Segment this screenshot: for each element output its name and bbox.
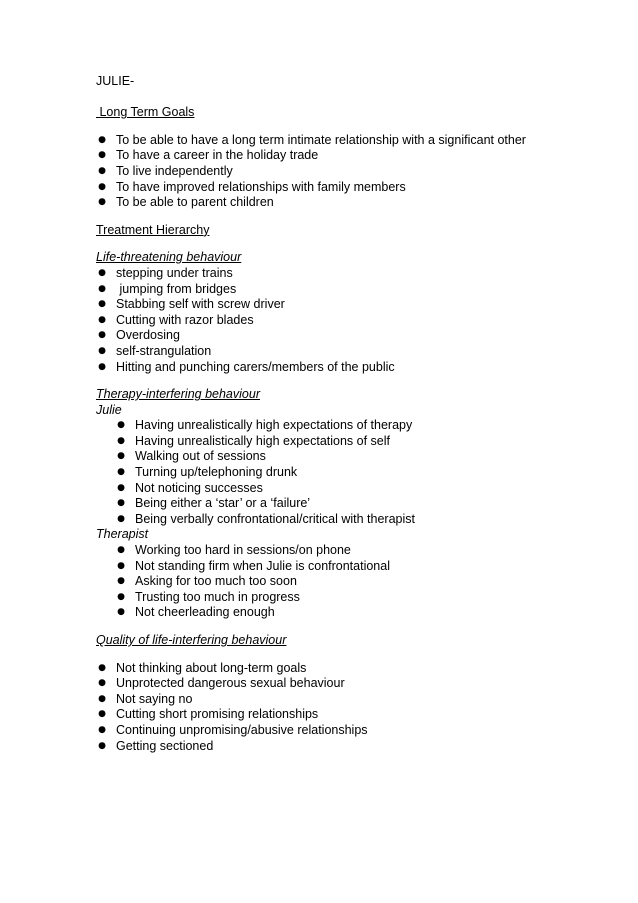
life-threatening-heading: Life-threatening behaviour xyxy=(96,250,242,265)
bullet-icon: ● xyxy=(117,591,125,602)
therapy-interfering-heading: Therapy-interfering behaviour xyxy=(96,387,260,402)
list-item: ● Not standing firm when Julie is confrontational xyxy=(96,559,596,575)
list-item: ● Asking for too much too soon xyxy=(96,574,596,590)
list-item: ● Being verbally confrontational/critical with therapist xyxy=(96,512,596,528)
list-item: ● To have improved relationships with family members xyxy=(96,180,596,196)
bullet-icon: ● xyxy=(117,576,125,587)
list-item: ● Walking out of sessions xyxy=(96,449,596,465)
bullet-icon: ● xyxy=(117,435,125,446)
document-title: JULIE- xyxy=(96,74,135,88)
bullet-icon: ● xyxy=(117,482,125,493)
list-item: ● self-strangulation xyxy=(96,344,596,360)
long-term-goals-heading: Long Term Goals xyxy=(96,105,195,120)
list-item: ● Having unrealistically high expectations of therapy xyxy=(96,418,596,434)
bullet-icon: ● xyxy=(98,709,106,720)
bullet-icon: ● xyxy=(98,150,106,161)
bullet-icon: ● xyxy=(98,267,106,278)
bullet-icon: ● xyxy=(117,607,125,618)
bullet-icon: ● xyxy=(117,467,125,478)
bullet-icon: ● xyxy=(117,498,125,509)
list-item: ● Cutting short promising relationships xyxy=(96,707,596,723)
life-threatening-list xyxy=(96,266,596,375)
bullet-icon: ● xyxy=(98,165,106,176)
bullet-icon: ● xyxy=(98,299,106,310)
bullet-icon: ● xyxy=(98,693,106,704)
list-item: ● Continuing unpromising/abusive relationships xyxy=(96,723,596,739)
list-item: ● Trusting too much in progress xyxy=(96,590,596,606)
bullet-icon: ● xyxy=(98,740,106,751)
list-item: ● Having unrealistically high expectations of self xyxy=(96,434,596,450)
list-item: ● Unprotected dangerous sexual behaviour xyxy=(96,676,596,692)
list-item: ● Getting sectioned xyxy=(96,739,596,755)
bullet-icon: ● xyxy=(117,451,125,462)
bullet-icon: ● xyxy=(98,724,106,735)
bullet-icon: ● xyxy=(117,513,125,524)
bullet-icon: ● xyxy=(98,314,106,325)
bullet-icon: ● xyxy=(98,283,106,294)
treatment-hierarchy-heading: Treatment Hierarchy xyxy=(96,222,210,237)
quality-of-life-heading: Quality of life-interfering behaviour xyxy=(96,633,287,647)
list-item: ● jumping from bridges xyxy=(96,282,596,298)
bullet-icon: ● xyxy=(98,345,106,356)
bullet-icon: ● xyxy=(98,330,106,341)
julie-list xyxy=(96,418,596,527)
list-item: ● Not saying no xyxy=(96,692,596,708)
quality-of-life-list xyxy=(96,661,596,755)
bullet-icon: ● xyxy=(117,560,125,571)
document-page xyxy=(96,74,596,754)
list-item: ● To have a career in the holiday trade xyxy=(96,148,596,164)
bullet-icon: ● xyxy=(117,420,125,431)
bullet-icon: ● xyxy=(98,361,106,372)
list-item: ● Hitting and punching carers/members of the public xyxy=(96,360,596,376)
list-item: ● Not thinking about long-term goals xyxy=(96,661,596,677)
long-term-goals-list xyxy=(96,133,596,211)
list-item: ● Not cheerleading enough xyxy=(96,605,596,621)
list-item: ● Not noticing successes xyxy=(96,481,596,497)
julie-subheading: Julie xyxy=(96,402,122,417)
list-item: ● To live independently xyxy=(96,164,596,180)
bullet-icon: ● xyxy=(98,197,106,208)
list-item: ● stepping under trains xyxy=(96,266,596,282)
list-item: ● Working too hard in sessions/on phone xyxy=(96,543,596,559)
bullet-icon: ● xyxy=(98,678,106,689)
bullet-icon: ● xyxy=(98,662,106,673)
list-item: ● Turning up/telephoning drunk xyxy=(96,465,596,481)
therapist-subheading: Therapist xyxy=(96,527,149,542)
list-item: ● To be able to parent children xyxy=(96,195,596,211)
list-item: ● Overdosing xyxy=(96,328,596,344)
therapist-list xyxy=(96,543,596,621)
list-item: ● Cutting with razor blades xyxy=(96,313,596,329)
bullet-icon: ● xyxy=(117,545,125,556)
list-item: ● Stabbing self with screw driver xyxy=(96,297,596,313)
list-item: ● Being either a ‘star’ or a ‘failure’ xyxy=(96,496,596,512)
list-item: ● To be able to have a long term intimate relationship with a significant other xyxy=(96,133,596,149)
bullet-icon: ● xyxy=(98,134,106,145)
bullet-icon: ● xyxy=(98,181,106,192)
